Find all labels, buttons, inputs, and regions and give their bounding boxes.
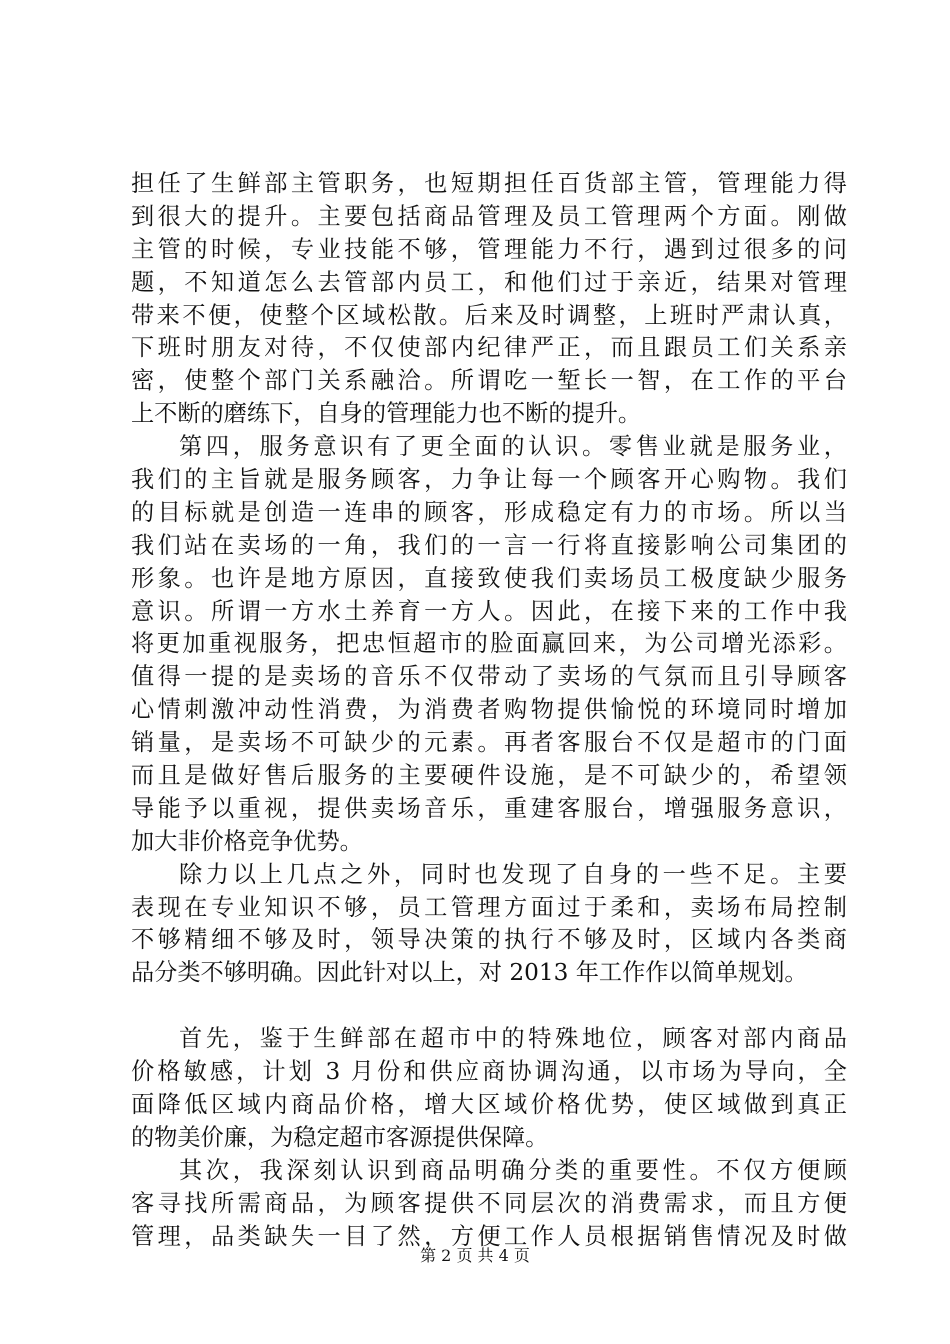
text-line: 表现在专业知识不够，员工管理方面过于柔和，卖场布局控制 xyxy=(131,893,847,921)
text-line: 首先，鉴于生鲜部在超市中的特殊地位，顾客对部内商品 xyxy=(179,1025,847,1053)
text-line: 我们的主旨就是服务顾客，力争让每一个顾客开心购物。我们 xyxy=(131,466,847,494)
paragraph xyxy=(131,859,847,991)
text-line: 价格敏感，计划 3 月份和供应商协调沟通，以市场为导向，全 xyxy=(131,1058,847,1086)
text-line: 带来不便，使整个区域松散。后来及时调整，上班时严肃认真， xyxy=(131,301,847,329)
paragraph xyxy=(131,1023,847,1155)
text-line: 题，不知道怎么去管部内员工，和他们过于亲近，结果对管理 xyxy=(131,268,847,296)
text-line: 销量，是卖场不可缺少的元素。再者客服台不仅是超市的门面 xyxy=(131,729,847,757)
text-line: 下班时朋友对待，不仅使部内纪律严正，而且跟员工们关系亲 xyxy=(131,334,847,362)
text-line: 第四，服务意识有了更全面的认识。零售业就是服务业， xyxy=(179,433,847,461)
text-line: 管理，品类缺失一目了然，方便工作人员根据销售情况及时做 xyxy=(131,1222,847,1250)
text-line: 面降低区域内商品价格，增大区域价格优势，使区域做到真正 xyxy=(131,1090,847,1118)
text-line: 而且是做好售后服务的主要硬件设施，是不可缺少的，希望领 xyxy=(131,762,847,790)
text-line: 品分类不够明确。因此针对以上，对 2013 年工作作以简单规划。 xyxy=(131,959,808,987)
page-footer: 第 2 页 共 4 页 xyxy=(420,1246,530,1265)
text-line: 其次，我深刻认识到商品明确分类的重要性。不仅方便顾 xyxy=(179,1156,847,1184)
document-body xyxy=(131,168,847,1253)
text-line: 加大非价格竞争优势。 xyxy=(131,827,363,855)
text-line: 心情刺激冲动性消费，为消费者购物提供愉悦的环境同时增加 xyxy=(131,696,847,724)
text-line: 值得一提的是卖场的音乐不仅带动了卖场的气氛而且引导顾客 xyxy=(131,663,847,691)
text-line: 到很大的提升。主要包括商品管理及员工管理两个方面。刚做 xyxy=(131,202,847,230)
text-line: 上不断的磨练下，自身的管理能力也不断的提升。 xyxy=(131,400,642,428)
text-line: 除力以上几点之外，同时也发现了自身的一些不足。主要 xyxy=(179,860,847,888)
text-line: 不够精细不够及时，领导决策的执行不够及时，区域内各类商 xyxy=(131,926,847,954)
text-line: 主管的时候，专业技能不够，管理能力不行，遇到过很多的问 xyxy=(131,235,847,263)
text-line: 导能予以重视，提供卖场音乐，重建客服台，增强服务意识， xyxy=(131,794,847,822)
text-line: 将更加重视服务，把忠恒超市的脸面赢回来，为公司增光添彩。 xyxy=(131,630,847,658)
text-line: 担任了生鲜部主管职务，也短期担任百货部主管，管理能力得 xyxy=(131,170,847,197)
paragraph xyxy=(131,1155,847,1254)
text-line: 我们站在卖场的一角，我们的一言一行将直接影响公司集团的 xyxy=(131,531,847,559)
text-line: 意识。所谓一方水土养育一方人。因此，在接下来的工作中我 xyxy=(131,597,847,625)
blank-line xyxy=(131,990,847,1023)
text-line: 客寻找所需商品，为顾客提供不同层次的消费需求，而且方便 xyxy=(131,1189,847,1217)
paragraph xyxy=(131,168,847,431)
text-line: 密，使整个部门关系融洽。所谓吃一堑长一智，在工作的平台 xyxy=(131,367,847,395)
paragraph xyxy=(131,431,847,859)
text-line: 的物美价廉，为稳定超市客源提供保障。 xyxy=(131,1123,549,1151)
text-line: 形象。也许是地方原因，直接致使我们卖场员工极度缺少服务 xyxy=(131,564,847,592)
text-line: 的目标就是创造一连串的顾客，形成稳定有力的市场。所以当 xyxy=(131,498,847,526)
